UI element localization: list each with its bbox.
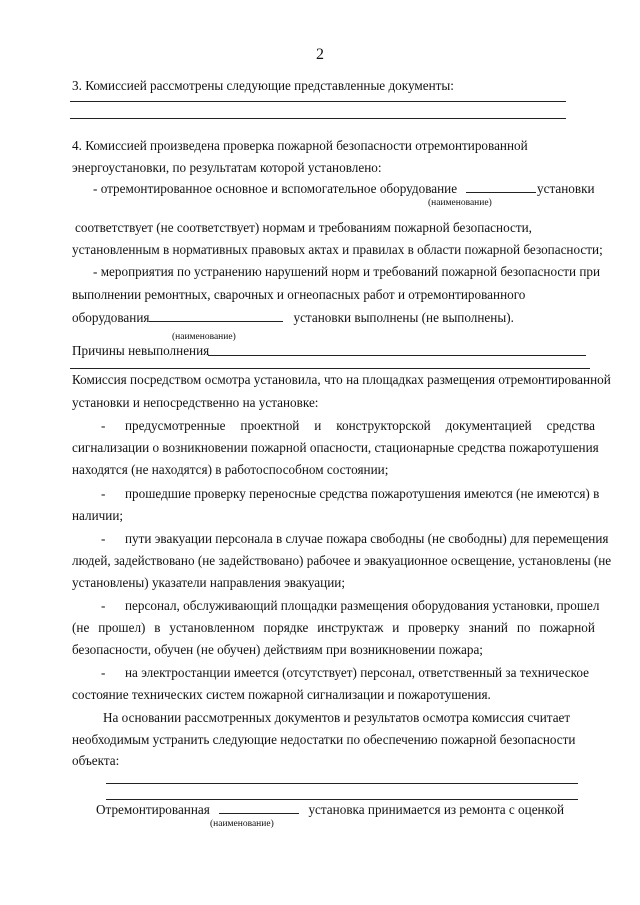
bullet-dash: - xyxy=(101,486,106,501)
bullet-5-line-1: на электростанции имеется (отсутствует) персонал, ответственный за техническое xyxy=(125,665,589,680)
bullet-dash: - xyxy=(101,531,106,546)
section-3-heading: 3. Комиссией рассмотрены следующие представленные документы: xyxy=(72,78,454,93)
conclusion-line-2: необходимым устранить следующие недостатки по обеспечению пожарной безопасности xyxy=(72,732,576,747)
name-hint: (наименование) xyxy=(428,198,492,208)
blank-line xyxy=(70,118,566,119)
section-4-line-2: энергоустановки, по результатам которой установлено: xyxy=(72,160,382,175)
measures-text: оборудования xyxy=(72,310,150,325)
blank-line xyxy=(106,799,578,800)
bullet-2-line-2: наличии; xyxy=(72,508,124,523)
bullet-4-line-3: безопасности, обучен (не обучен) действиям при возникновении пожара; xyxy=(72,642,483,657)
blank-line xyxy=(106,783,578,784)
measures-line-1: - мероприятия по устранению нарушений норм и требований пожарной безопасности при xyxy=(93,264,601,279)
name-blank xyxy=(149,310,283,322)
equipment-line-1 xyxy=(93,181,536,197)
blank-line xyxy=(70,101,566,102)
equipment-line-2: соответствует (не соответствует) нормам и требованиям пожарной безопасности, xyxy=(75,220,532,235)
section-4-line-1: 4. Комиссией произведена проверка пожарной безопасности отремонтированной xyxy=(72,138,528,153)
bullet-5-line-2: состояние технических систем пожарной сигнализации и пожаротушения. xyxy=(72,687,491,702)
conclusion-line-1: На основании рассмотренных документов и результатов осмотра комиссия считает xyxy=(103,710,571,725)
bullet-1-line-3: находятся (не находятся) в работоспособном состоянии; xyxy=(72,462,389,477)
measures-line-3 xyxy=(72,310,514,326)
equipment-suffix: установки xyxy=(537,181,595,196)
bullet-dash: - xyxy=(101,665,106,680)
equipment-text: - отремонтированное основное и вспомогательное оборудование xyxy=(93,181,458,196)
reasons-label: Причины невыполнения xyxy=(72,343,210,358)
name-blank xyxy=(219,802,299,814)
bullet-4-line-1: персонал, обслуживающий площадки размещения оборудования установки, прошел xyxy=(125,598,600,613)
commission-line-1: Комиссия посредством осмотра установила, что на площадках размещения отремонтированной xyxy=(72,372,611,387)
bullet-3-line-2: людей, задействовано (не задействовано) рабочее и эвакуационное освещение, установлены (не xyxy=(72,553,612,568)
measures-line-2: выполнении ремонтных, сварочных и огнеопасных работ и отремонтированного xyxy=(72,287,526,302)
bullet-dash: - xyxy=(101,598,106,613)
equipment-line-3: установленным в нормативных правовых актах и правилах в области пожарной безопасности; xyxy=(72,242,603,257)
bullet-dash: - xyxy=(101,418,106,433)
final-text-b: установка принимается из ремонта с оценкой xyxy=(308,802,565,817)
page-number: 2 xyxy=(316,46,324,63)
bullet-1-line-2: сигнализации о возникновении пожарной опасности, стационарные средства пожаротушения xyxy=(72,440,599,455)
blank-line xyxy=(70,368,590,369)
bullet-3-line-1: пути эвакуации персонала в случае пожара свободны (не свободны) для перемещения xyxy=(125,531,609,546)
final-line xyxy=(96,802,564,818)
bullet-2-line-1: прошедшие проверку переносные средства пожаротушения имеются (не имеются) в xyxy=(125,486,600,501)
bullet-3-line-3: установлены) указатели направления эвакуации; xyxy=(72,575,345,590)
name-hint: (наименование) xyxy=(172,332,236,342)
commission-line-2: установки и непосредственно на установке: xyxy=(72,395,319,410)
name-blank xyxy=(466,181,536,193)
bullet-1-line-1: предусмотренные проектной и конструкторской документацией средства xyxy=(125,418,595,433)
final-text-a: Отремонтированная xyxy=(96,802,210,817)
name-hint: (наименование) xyxy=(210,819,274,829)
reasons-blank xyxy=(208,355,586,356)
measures-result: установки выполнены (не выполнены). xyxy=(293,310,514,325)
bullet-4-line-2: (не прошел) в установленном порядке инструктаж и проверку знаний по пожарной xyxy=(72,620,595,635)
conclusion-line-3: объекта: xyxy=(72,753,120,768)
